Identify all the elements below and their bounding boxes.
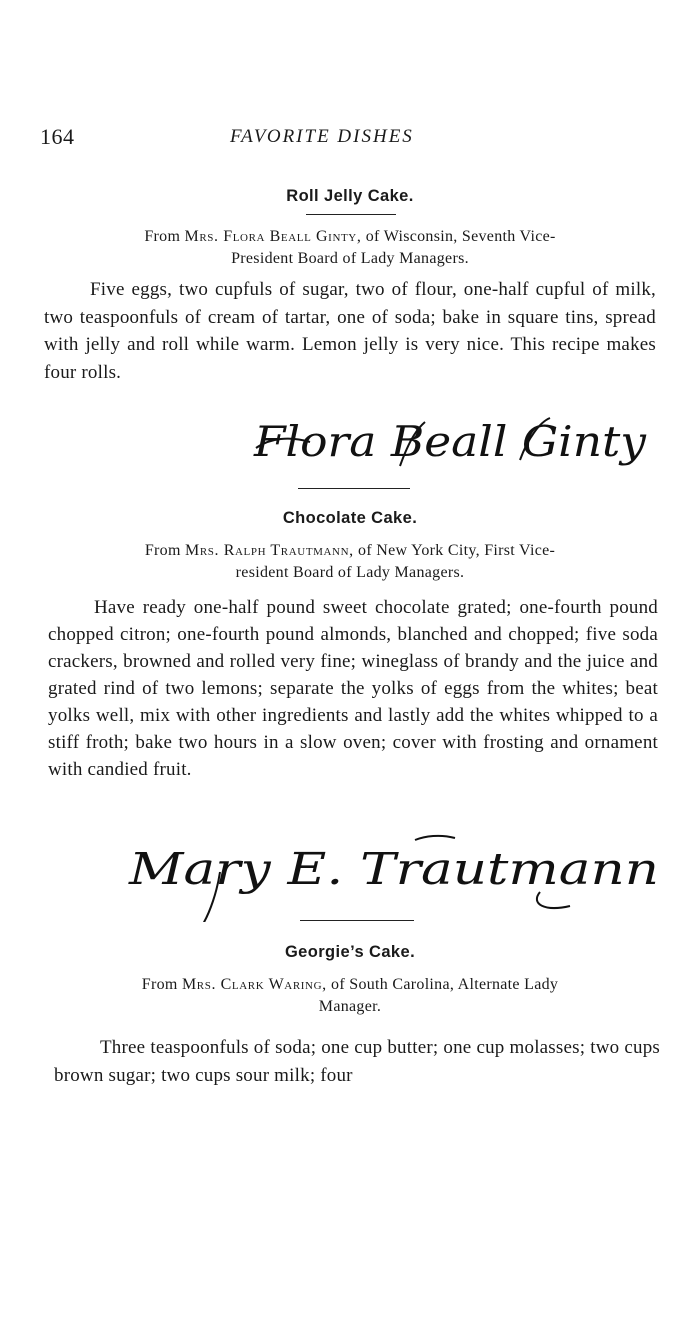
title-rule	[306, 214, 396, 215]
attribution-prefix: From	[144, 542, 186, 559]
recipe-title-roll-jelly-cake: Roll Jelly Cake.	[286, 187, 414, 205]
recipe-attribution	[50, 226, 650, 270]
signature-image	[250, 408, 650, 478]
attribution-line2: President Board of Lady Managers.	[231, 250, 469, 267]
attribution-line2: resident Board of Lady Managers.	[235, 564, 465, 581]
recipe-body: Have ready one-half pound sweet chocolate grated; one-fourth pound chopped citron; one-fourth pound almonds, blanched and chopped; five soda crackers, browned and rolled very fine; wineglass of brandy and the juice and grated rind of two lemons; separate the yolks of eggs from the whites; beat yolks well, mix with other ingredients and lastly add the whites whipped to a stiff froth; bake two hours in a slow oven; cover with frosting and ornament with candied fruit.	[48, 597, 658, 780]
running-head	[40, 124, 660, 154]
contributor-name: Mrs. Ralph Trautmann,	[185, 542, 354, 559]
handwritten-signature-trautmann	[125, 832, 665, 922]
recipe-title-georgies-cake: Georgie’s Cake.	[284, 943, 416, 961]
attribution-text: of New York City, First Vice-	[353, 542, 556, 559]
page-number: 164	[40, 124, 75, 149]
book-title: FAVORITE DISHES	[230, 126, 414, 147]
handwritten-signature-ginty	[250, 408, 650, 478]
attribution-prefix: From	[144, 228, 185, 245]
recipe-body: Five eggs, two cupfuls of sugar, two of flour, one-half cupful of milk, two teaspoonfuls of cream of tartar, one of soda; bake in square tins, spread with jelly and roll while warm. Lemon jelly is very nice. This recipe makes four rolls.	[44, 279, 656, 383]
contributor-name: Mrs. Clark Waring,	[181, 976, 327, 993]
recipe-body: Three teaspoonfuls of soda; one cup butter; one cup molasses; two cups brown sugar; two cups sour milk; four	[54, 1037, 660, 1086]
attribution-text: of Wisconsin, Seventh Vice-	[361, 228, 556, 245]
attribution-line2: Manager.	[318, 998, 382, 1015]
contributor-name: Mrs. Flora Beall Ginty,	[184, 228, 362, 245]
svg-text:Mary E. Trautmann: Mary E. Trautmann	[127, 844, 659, 895]
section-divider	[298, 488, 410, 489]
recipe-attribution	[50, 974, 650, 1018]
recipe-attribution	[50, 540, 650, 584]
attribution-prefix: From	[141, 976, 182, 993]
recipe-title-chocolate-cake: Chocolate Cake.	[282, 509, 418, 527]
attribution-text: of South Carolina, Alternate Lady	[326, 976, 559, 993]
signature-image	[125, 832, 665, 922]
svg-text:Flora Beall Ginty: Flora Beall Ginty	[252, 417, 648, 466]
section-divider	[300, 920, 414, 921]
